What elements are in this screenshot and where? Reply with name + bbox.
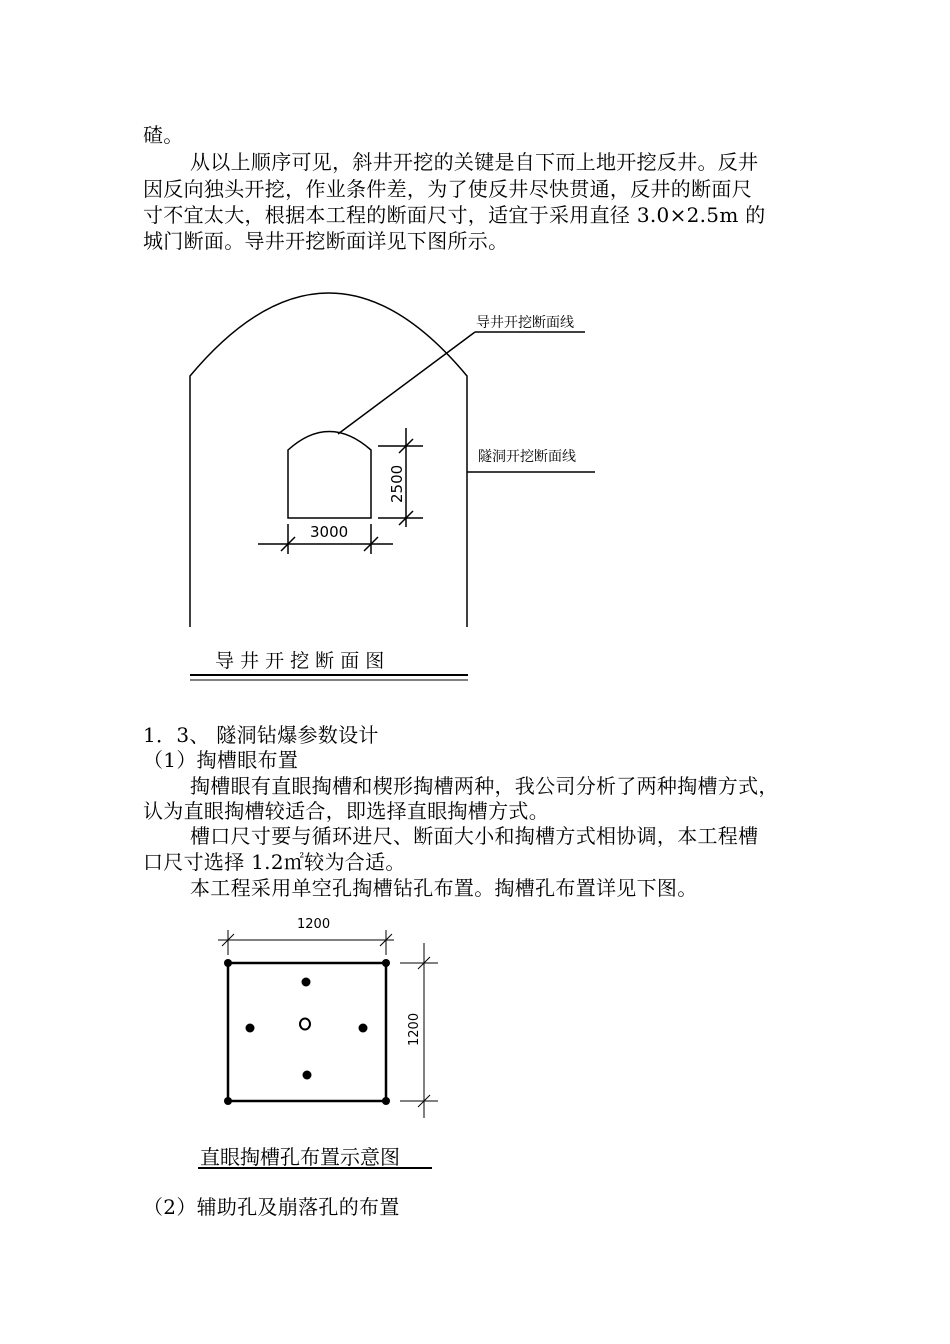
pilot-label: 导井开挖断面线 xyxy=(476,315,574,331)
pilot-shaft-outline xyxy=(288,432,371,519)
subheading: （2）辅助孔及崩落孔的布置 xyxy=(143,1195,400,1219)
tunnel-label: 隧洞开挖断面线 xyxy=(478,449,576,465)
paragraph-line: 本工程采用单空孔掏槽钻孔布置。掏槽孔布置详见下图。 xyxy=(190,876,698,900)
hole-corner xyxy=(382,1097,390,1105)
hole-bottom xyxy=(303,1071,312,1080)
dim-height-label: 2500 xyxy=(388,464,406,503)
hole-corner xyxy=(224,1097,232,1105)
hole-top xyxy=(302,978,311,987)
dim-width-label: 3000 xyxy=(310,523,349,541)
paragraph-line: 从以上顺序可见，斜井开挖的关键是自下而上地开挖反井。反井 xyxy=(190,150,759,174)
dim-right-label: 1200 xyxy=(407,1012,422,1046)
figure-caption: 直眼掏槽孔布置示意图 xyxy=(200,1145,400,1169)
paragraph-line: 认为直眼掏槽较适合，即选择直眼掏槽方式。 xyxy=(143,799,549,823)
paragraph-line: 掏槽眼有直眼掏槽和楔形掏槽两种，我公司分析了两种掏槽方式， xyxy=(190,774,779,798)
cut-square xyxy=(228,963,386,1101)
hole-left xyxy=(246,1024,255,1033)
hole-corner xyxy=(382,959,390,967)
hole-corner xyxy=(224,959,232,967)
paragraph-line: 城门断面。导井开挖断面详见下图所示。 xyxy=(143,229,509,253)
paragraph-line: 因反向独头开挖，作业条件差，为了使反井尽快贯通，反井的断面尺 xyxy=(143,177,752,201)
figure-caption: 导 井 开 挖 断 面 图 xyxy=(215,650,385,672)
empty-hole xyxy=(300,1019,310,1030)
section-heading: 1．3、 隧洞钻爆参数设计 xyxy=(143,723,379,747)
paragraph-line: 碴。 xyxy=(143,123,184,147)
hole-right xyxy=(359,1024,368,1033)
dim-top-label: 1200 xyxy=(297,917,331,932)
paragraph-line: 寸不宜太大，根据本工程的断面尺寸，适宜于采用直径 3.0×2.5m 的 xyxy=(143,203,766,227)
paragraph-line: 口尺寸选择 1.2㎡较为合适。 xyxy=(143,850,406,874)
tunnel-outline xyxy=(190,293,467,627)
paragraph-line: 槽口尺寸要与循环进尺、断面大小和掏槽方式相协调，本工程槽 xyxy=(190,824,759,848)
subheading: （1）掏槽眼布置 xyxy=(143,748,299,772)
